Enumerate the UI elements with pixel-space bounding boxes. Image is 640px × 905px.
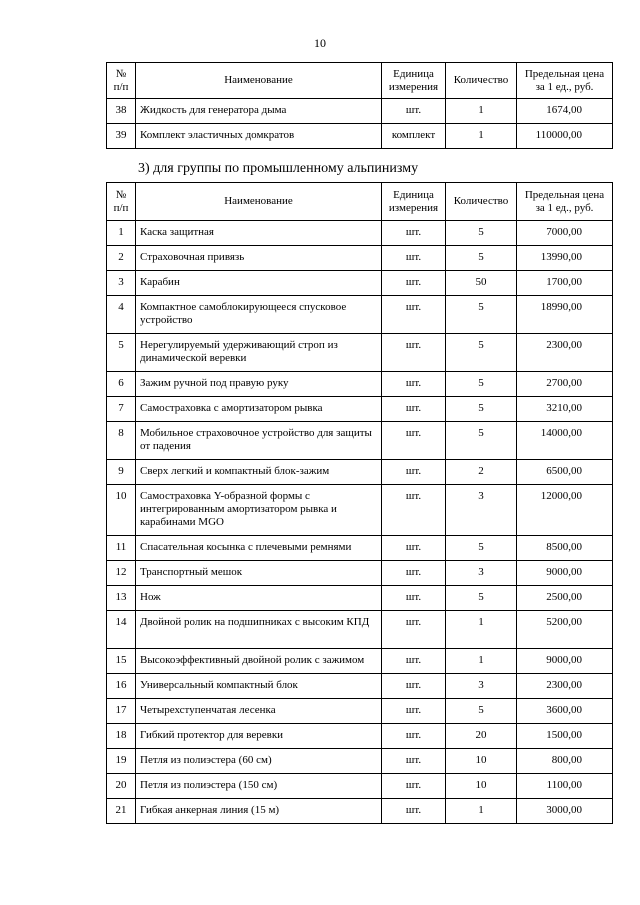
page-number: 10 <box>314 36 326 50</box>
cell-num: 4 <box>107 296 136 334</box>
table-row <box>107 372 613 397</box>
cell-unit: шт. <box>382 724 446 749</box>
cell-unit: шт. <box>382 674 446 699</box>
cell-unit: шт. <box>382 397 446 422</box>
cell-name: Спасательная косынка с плечевыми ремнями <box>136 536 382 561</box>
cell-num: 39 <box>107 124 136 149</box>
cell-qty: 5 <box>446 296 517 334</box>
cell-unit: шт. <box>382 485 446 536</box>
table-row <box>107 334 613 372</box>
cell-unit: комплект <box>382 124 446 149</box>
items-table-industrial-alpinism <box>106 182 613 824</box>
cell-name: Каска защитная <box>136 221 382 246</box>
cell-unit: шт. <box>382 586 446 611</box>
cell-name: Нерегулируемый удерживающий строп из динамической веревки <box>136 334 382 372</box>
cell-name: Петля из полиэстера (60 см) <box>136 749 382 774</box>
cell-price: 3000,00 <box>517 799 613 824</box>
cell-name: Компактное самоблокирующееся спусковое устройство <box>136 296 382 334</box>
table-row <box>107 774 613 799</box>
cell-unit: шт. <box>382 561 446 586</box>
cell-name: Четырехступенчатая лесенка <box>136 699 382 724</box>
cell-name: Страховочная привязь <box>136 246 382 271</box>
cell-price: 800,00 <box>517 749 613 774</box>
cell-price: 18990,00 <box>517 296 613 334</box>
cell-unit: шт. <box>382 221 446 246</box>
table-row <box>107 485 613 536</box>
cell-name: Нож <box>136 586 382 611</box>
cell-unit: шт. <box>382 422 446 460</box>
cell-num: 19 <box>107 749 136 774</box>
cell-price: 6500,00 <box>517 460 613 485</box>
cell-name: Комплект эластичных домкратов <box>136 124 382 149</box>
cell-price: 12000,00 <box>517 485 613 536</box>
cell-price: 2500,00 <box>517 586 613 611</box>
cell-name: Сверх легкий и компактный блок-зажим <box>136 460 382 485</box>
cell-name: Карабин <box>136 271 382 296</box>
header-name: Наименование <box>136 183 382 221</box>
header-name: Наименование <box>136 63 382 99</box>
table-row <box>107 649 613 674</box>
cell-unit: шт. <box>382 799 446 824</box>
cell-price: 14000,00 <box>517 422 613 460</box>
cell-num: 15 <box>107 649 136 674</box>
table-row <box>107 397 613 422</box>
cell-num: 5 <box>107 334 136 372</box>
cell-price: 2300,00 <box>517 674 613 699</box>
section-title: 3) для группы по промышленному альпинизму <box>138 161 419 176</box>
header-unit: Единица измерения <box>382 63 446 99</box>
table-row <box>107 749 613 774</box>
cell-name: Жидкость для генератора дыма <box>136 99 382 124</box>
cell-name: Двойной ролик на подшипниках с высоким КПД <box>136 611 382 649</box>
cell-num: 3 <box>107 271 136 296</box>
cell-qty: 5 <box>446 422 517 460</box>
cell-qty: 1 <box>446 649 517 674</box>
cell-num: 12 <box>107 561 136 586</box>
cell-unit: шт. <box>382 460 446 485</box>
table-row <box>107 536 613 561</box>
cell-price: 5200,00 <box>517 611 613 649</box>
cell-price: 2700,00 <box>517 372 613 397</box>
cell-qty: 3 <box>446 485 517 536</box>
cell-num: 7 <box>107 397 136 422</box>
cell-name: Транспортный мешок <box>136 561 382 586</box>
table-header-row <box>107 63 613 99</box>
cell-qty: 5 <box>446 334 517 372</box>
table-row <box>107 460 613 485</box>
cell-price: 3210,00 <box>517 397 613 422</box>
cell-name: Гибкий протектор для веревки <box>136 724 382 749</box>
table-row <box>107 699 613 724</box>
cell-num: 8 <box>107 422 136 460</box>
cell-qty: 1 <box>446 124 517 149</box>
header-price: Предельная цена за 1 ед., руб. <box>517 183 613 221</box>
table-row <box>107 221 613 246</box>
cell-unit: шт. <box>382 99 446 124</box>
cell-unit: шт. <box>382 334 446 372</box>
cell-price: 110000,00 <box>517 124 613 149</box>
cell-price: 2300,00 <box>517 334 613 372</box>
cell-num: 6 <box>107 372 136 397</box>
cell-name: Зажим ручной под правую руку <box>136 372 382 397</box>
cell-num: 17 <box>107 699 136 724</box>
cell-num: 1 <box>107 221 136 246</box>
cell-num: 21 <box>107 799 136 824</box>
cell-price: 1700,00 <box>517 271 613 296</box>
cell-name: Гибкая анкерная линия (15 м) <box>136 799 382 824</box>
cell-qty: 5 <box>446 699 517 724</box>
cell-qty: 50 <box>446 271 517 296</box>
cell-unit: шт. <box>382 611 446 649</box>
cell-qty: 10 <box>446 749 517 774</box>
table-row <box>107 422 613 460</box>
cell-qty: 5 <box>446 586 517 611</box>
cell-num: 9 <box>107 460 136 485</box>
cell-unit: шт. <box>382 246 446 271</box>
cell-num: 20 <box>107 774 136 799</box>
cell-qty: 20 <box>446 724 517 749</box>
cell-name: Петля из полиэстера (150 см) <box>136 774 382 799</box>
cell-name: Высокоэффективный двойной ролик с зажимом <box>136 649 382 674</box>
cell-qty: 5 <box>446 536 517 561</box>
cell-qty: 1 <box>446 99 517 124</box>
table-row <box>107 724 613 749</box>
table-row <box>107 296 613 334</box>
cell-price: 1100,00 <box>517 774 613 799</box>
cell-qty: 5 <box>446 372 517 397</box>
items-table-continued <box>106 62 613 149</box>
cell-price: 8500,00 <box>517 536 613 561</box>
table-row <box>107 561 613 586</box>
table-row <box>107 674 613 699</box>
table-row <box>107 271 613 296</box>
cell-num: 11 <box>107 536 136 561</box>
header-price: Предельная цена за 1 ед., руб. <box>517 63 613 99</box>
header-num: № п/п <box>107 183 136 221</box>
header-qty: Количество <box>446 183 517 221</box>
cell-unit: шт. <box>382 296 446 334</box>
cell-unit: шт. <box>382 749 446 774</box>
cell-price: 13990,00 <box>517 246 613 271</box>
cell-qty: 3 <box>446 561 517 586</box>
cell-num: 16 <box>107 674 136 699</box>
cell-price: 7000,00 <box>517 221 613 246</box>
cell-unit: шт. <box>382 372 446 397</box>
cell-name: Самостраховка с амортизатором рывка <box>136 397 382 422</box>
table-row <box>107 246 613 271</box>
cell-qty: 2 <box>446 460 517 485</box>
cell-qty: 5 <box>446 397 517 422</box>
cell-qty: 5 <box>446 221 517 246</box>
cell-qty: 5 <box>446 246 517 271</box>
table-row <box>107 611 613 649</box>
cell-unit: шт. <box>382 649 446 674</box>
cell-name: Универсальный компактный блок <box>136 674 382 699</box>
cell-qty: 10 <box>446 774 517 799</box>
table-row <box>107 124 613 149</box>
cell-price: 1500,00 <box>517 724 613 749</box>
cell-unit: шт. <box>382 536 446 561</box>
cell-unit: шт. <box>382 774 446 799</box>
cell-price: 1674,00 <box>517 99 613 124</box>
header-num: № п/п <box>107 63 136 99</box>
table-header-row <box>107 183 613 221</box>
cell-qty: 1 <box>446 799 517 824</box>
table-row <box>107 799 613 824</box>
header-unit: Единица измерения <box>382 183 446 221</box>
cell-num: 13 <box>107 586 136 611</box>
table-row <box>107 586 613 611</box>
cell-qty: 3 <box>446 674 517 699</box>
cell-num: 38 <box>107 99 136 124</box>
cell-num: 18 <box>107 724 136 749</box>
table-row <box>107 99 613 124</box>
cell-qty: 1 <box>446 611 517 649</box>
cell-num: 10 <box>107 485 136 536</box>
cell-num: 14 <box>107 611 136 649</box>
cell-price: 9000,00 <box>517 649 613 674</box>
cell-unit: шт. <box>382 271 446 296</box>
cell-price: 3600,00 <box>517 699 613 724</box>
cell-num: 2 <box>107 246 136 271</box>
cell-name: Мобильное страховочное устройство для защиты от падения <box>136 422 382 460</box>
header-qty: Количество <box>446 63 517 99</box>
cell-unit: шт. <box>382 699 446 724</box>
cell-name: Самостраховка Y-образной формы с интегрированным амортизатором рывка и карабинами MGO <box>136 485 382 536</box>
cell-price: 9000,00 <box>517 561 613 586</box>
